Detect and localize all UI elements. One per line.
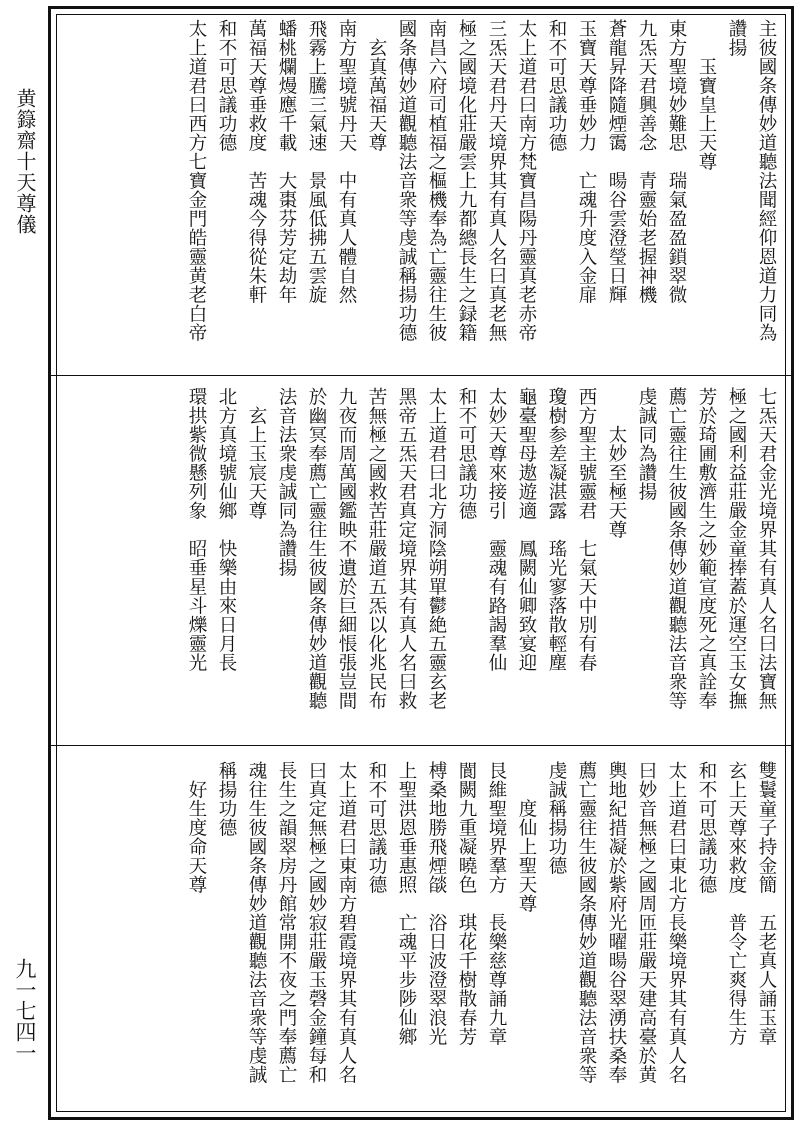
text-column: 輿地紀措凝於紫府光曜暘谷翠湧扶桑奉 <box>606 761 627 1084</box>
text-column: 龜臺聖母遨遊適 鳳闕仙卿致宴迎 <box>516 387 537 672</box>
text-column: 北方真境號仙鄉 快樂由來日月長 <box>216 387 237 672</box>
text-column: 和不可思議功德 <box>546 19 567 152</box>
text-column: 好生度命天尊 <box>186 761 207 894</box>
text-column: 長生之韻翠房丹館常開不夜之門奉薦亡 <box>276 761 297 1084</box>
text-column: 和不可思議功德 <box>456 387 477 520</box>
text-column: 太上道君曰東南方碧霞境界其有真人名 <box>336 761 357 1084</box>
text-column: 和不可思議功德 <box>216 19 237 152</box>
text-column: 榑桑地勝飛煙燄 浴日波澄翠浪光 <box>426 761 447 1046</box>
text-column: 魂往生彼國条傳妙道觀聽法音衆等虔誠 <box>246 761 267 1084</box>
text-column: 南昌六府司植福之樞機奉為亡靈往生彼 <box>426 19 447 342</box>
text-column: 極之國境化莊嚴雲上九都總長生之録籍 <box>456 19 477 342</box>
text-column: 玄上玉宸天尊 <box>246 387 267 520</box>
text-column: 黑帝五炁天君真定境界其有真人名曰救 <box>396 387 417 710</box>
text-column: 玄真萬福天尊 <box>366 19 387 152</box>
text-column: 薦亡靈往生彼國条傳妙道觀聽法音衆等 <box>576 761 597 1084</box>
text-column: 薦亡靈往生彼國条傳妙道觀聽法音衆等 <box>666 387 687 710</box>
text-column: 虔誠同為讚揚 <box>636 387 657 501</box>
register-divider <box>51 375 791 376</box>
text-column: 七炁天君金光境界其有真人名曰法寶無 <box>756 387 777 710</box>
text-column: 於幽冥奉薦亡靈往生彼國条傳妙道觀聽 <box>306 387 327 710</box>
text-column: 度仙上聖天尊 <box>516 761 537 913</box>
text-column: 極之國利益莊嚴金童捧蓋於運空玉女撫 <box>726 387 747 710</box>
text-column: 虔誠稱揚功德 <box>546 761 567 875</box>
text-column: 太上道君曰東北方長樂境界其有真人名 <box>666 761 687 1084</box>
page-number: 九一七四一 <box>13 958 37 1063</box>
text-column: 蒼龍昇降隨煙霭 暘谷雲澄瑩日輝 <box>606 19 627 304</box>
register-middle <box>51 387 791 733</box>
text-column: 太上道君曰南方梵寶昌陽丹靈真老赤帝 <box>516 19 537 342</box>
text-column: 西方聖主號靈君 七氣天中別有春 <box>576 387 597 672</box>
text-column: 玉寶皇上天尊 <box>696 19 717 171</box>
text-column: 艮維聖境界羣方 長樂慈尊誦九章 <box>486 761 507 1046</box>
text-column: 國条傳妙道觀聽法音衆等虔誠稱揚功德 <box>396 19 417 342</box>
text-column: 瓊樹参差凝湛露 瑤光寥落散輕塵 <box>546 387 567 672</box>
register-bottom <box>51 761 791 1107</box>
text-column: 東方聖境妙難思 瑞氣盈盈鎖翠微 <box>666 19 687 304</box>
text-column: 南方聖境號丹天 中有真人體自然 <box>336 19 357 304</box>
register-divider <box>51 745 791 746</box>
text-column: 太上道君曰北方洞陰朔單鬱絶五靈玄老 <box>426 387 447 710</box>
register-top <box>51 19 791 365</box>
text-column: 稱揚功德 <box>216 761 237 837</box>
text-column: 飛霧上騰三氣速 景風低拂五雲旋 <box>306 19 327 304</box>
text-column: 玄上天尊來救度 普令亡爽得生方 <box>726 761 747 1046</box>
text-column: 太妙至極天尊 <box>606 387 627 539</box>
text-column: 蟠桃爛熳應千載 大棗芬芳定劫年 <box>276 19 297 304</box>
text-column: 環拱紫微懸列象 昭垂星斗爍靈光 <box>186 387 207 672</box>
text-column: 讚揚 <box>726 19 747 57</box>
text-column: 和不可思議功德 <box>696 761 717 894</box>
text-column: 太上道君曰西方七寶金門皓靈黄老白帝 <box>186 19 207 342</box>
text-column: 萬福天尊垂救度 苦魂今得從朱軒 <box>246 19 267 304</box>
text-column: 三炁天君丹天境界其有真人名曰真老無 <box>486 19 507 342</box>
text-column: 芳於琦圃敷濟生之妙範宣度死之真詮奉 <box>696 387 717 710</box>
text-column: 雙鬟童子持金簡 五老真人誦玉章 <box>756 761 777 1046</box>
text-column: 閬闕九重凝曉色 琪花千樹散春芳 <box>456 761 477 1046</box>
text-column: 主彼國条傳妙道聽法聞經仰恩道力同為 <box>756 19 777 342</box>
text-column: 曰妙音無極之國周匝莊嚴天建高臺於黄 <box>636 761 657 1084</box>
text-column: 和不可思議功德 <box>366 761 387 894</box>
text-column: 太妙天尊來接引 靈魂有路謁羣仙 <box>486 387 507 672</box>
book-title: 黄籙齋十天尊儀 <box>13 88 37 235</box>
text-column: 苦無極之國救苦莊嚴道五炁以化兆民布 <box>366 387 387 710</box>
text-column: 法音法衆虔誠同為讚揚 <box>276 387 297 577</box>
text-column: 九夜而周萬國鑑映不遺於巨細悵張豈間 <box>336 387 357 710</box>
page-frame <box>48 6 794 1120</box>
text-column: 九炁天君興善念 青靈始老握神機 <box>636 19 657 304</box>
text-column: 曰真定無極之國妙寂莊嚴玉磬金鐘每和 <box>306 761 327 1084</box>
text-column: 上聖洪恩垂惠照 亡魂平步陟仙鄉 <box>396 761 417 1046</box>
text-column: 玉寶天尊垂妙力 亡魂升度入金扉 <box>576 19 597 304</box>
